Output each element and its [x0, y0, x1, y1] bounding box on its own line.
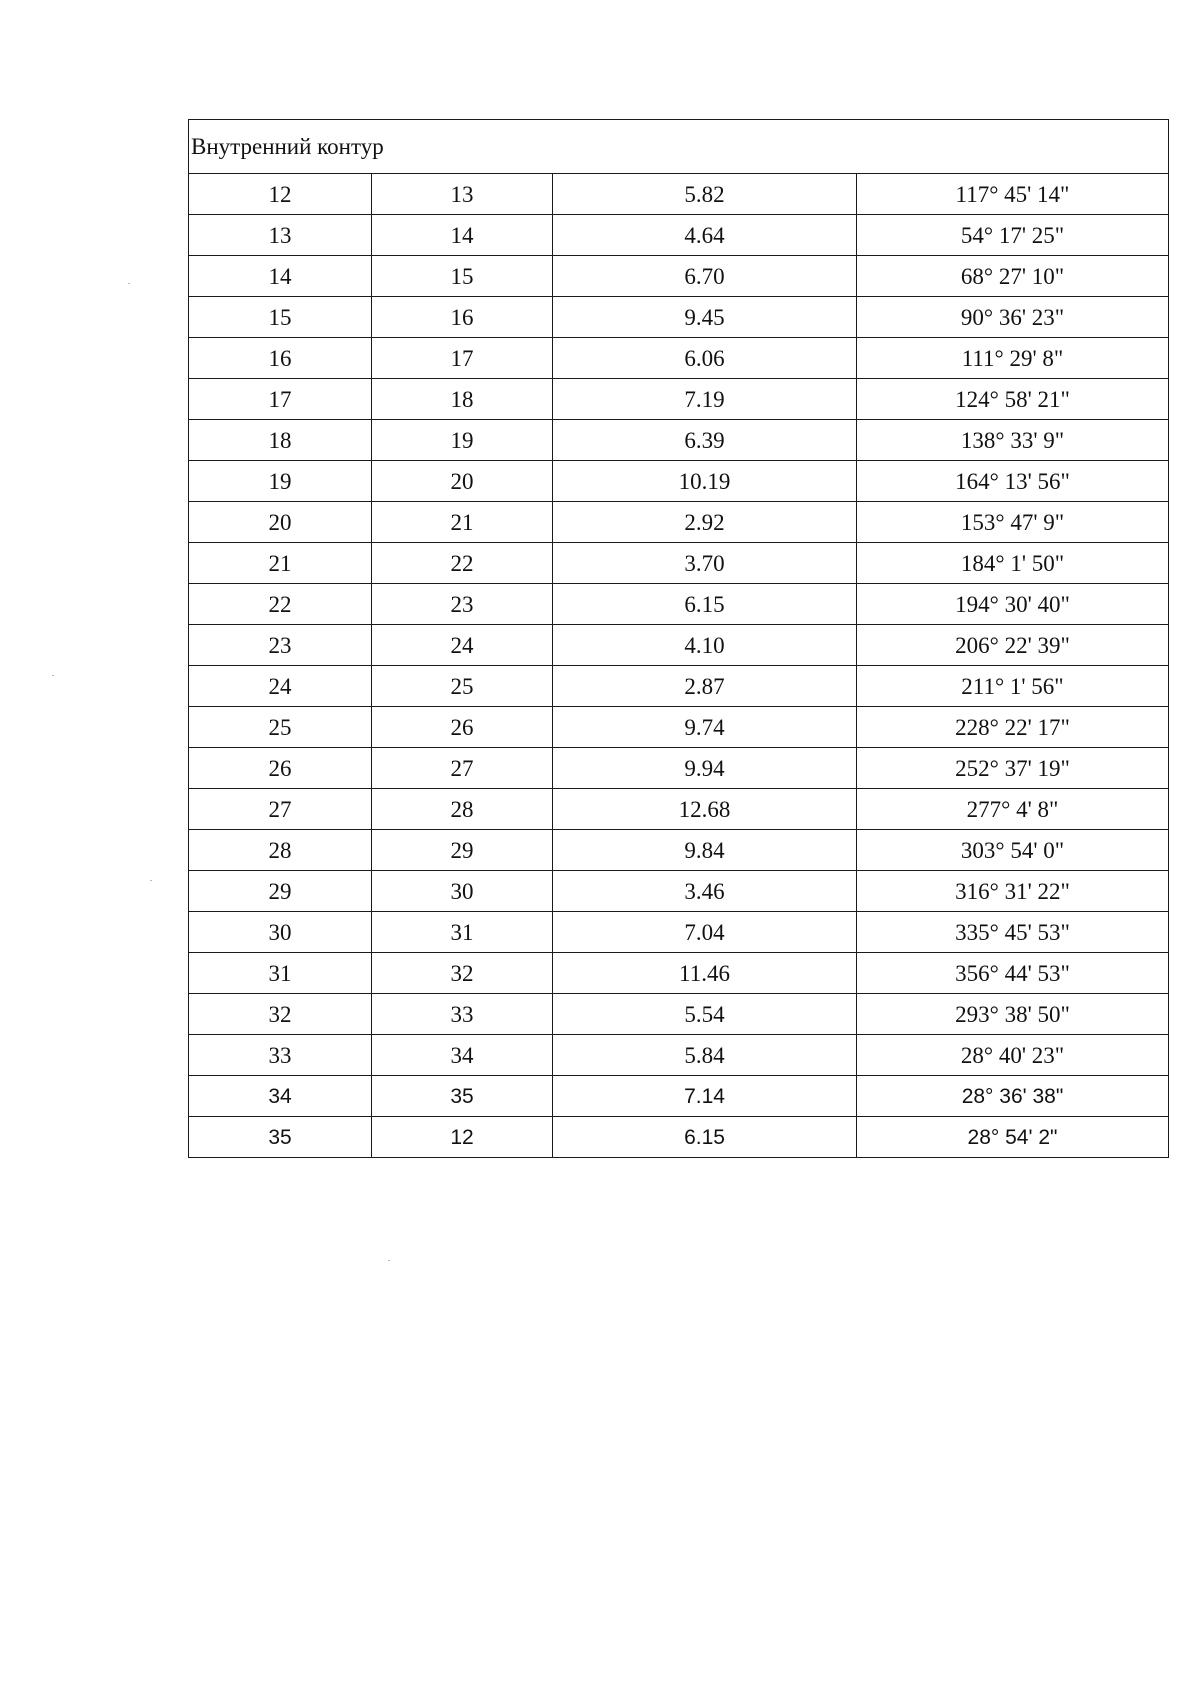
length-cell: 7.19 [553, 379, 857, 420]
angle-cell: 90° 36' 23" [857, 297, 1169, 338]
table-row [189, 953, 1169, 994]
point-to-cell: 25 [372, 666, 553, 707]
length-cell: 2.87 [553, 666, 857, 707]
point-from-cell: 23 [189, 625, 372, 666]
point-from-cell: 20 [189, 502, 372, 543]
point-to-cell: 17 [372, 338, 553, 379]
table-title: Внутренний контур [189, 120, 1169, 174]
table-row [189, 871, 1169, 912]
point-from-cell: 14 [189, 256, 372, 297]
length-cell: 5.82 [553, 174, 857, 215]
angle-cell: 117° 45' 14" [857, 174, 1169, 215]
angle-cell: 28° 54' 2" [857, 1117, 1169, 1158]
length-cell: 3.70 [553, 543, 857, 584]
point-from-cell: 35 [189, 1117, 372, 1158]
angle-cell: 293° 38' 50" [857, 994, 1169, 1035]
table-row [189, 174, 1169, 215]
table-row [189, 666, 1169, 707]
angle-cell: 54° 17' 25" [857, 215, 1169, 256]
point-to-cell: 21 [372, 502, 553, 543]
point-to-cell: 24 [372, 625, 553, 666]
scan-speck [52, 675, 54, 676]
table-row [189, 502, 1169, 543]
table-row [189, 379, 1169, 420]
table-row [189, 420, 1169, 461]
length-cell: 9.74 [553, 707, 857, 748]
table-row [189, 830, 1169, 871]
table-row [189, 461, 1169, 502]
table-row [189, 748, 1169, 789]
point-to-cell: 14 [372, 215, 553, 256]
length-cell: 4.64 [553, 215, 857, 256]
point-to-cell: 29 [372, 830, 553, 871]
point-to-cell: 12 [372, 1117, 553, 1158]
table-row [189, 625, 1169, 666]
point-from-cell: 27 [189, 789, 372, 830]
point-to-cell: 16 [372, 297, 553, 338]
point-from-cell: 15 [189, 297, 372, 338]
point-from-cell: 16 [189, 338, 372, 379]
point-to-cell: 28 [372, 789, 553, 830]
length-cell: 6.70 [553, 256, 857, 297]
length-cell: 12.68 [553, 789, 857, 830]
table-row [189, 1035, 1169, 1076]
point-to-cell: 23 [372, 584, 553, 625]
length-cell: 6.15 [553, 1117, 857, 1158]
table-row [189, 338, 1169, 379]
angle-cell: 211° 1' 56" [857, 666, 1169, 707]
point-to-cell: 33 [372, 994, 553, 1035]
point-from-cell: 34 [189, 1076, 372, 1117]
length-cell: 2.92 [553, 502, 857, 543]
point-from-cell: 25 [189, 707, 372, 748]
point-from-cell: 30 [189, 912, 372, 953]
length-cell: 9.84 [553, 830, 857, 871]
point-to-cell: 34 [372, 1035, 553, 1076]
point-to-cell: 19 [372, 420, 553, 461]
point-to-cell: 26 [372, 707, 553, 748]
point-to-cell: 30 [372, 871, 553, 912]
table-title-row [189, 120, 1169, 174]
length-cell: 9.94 [553, 748, 857, 789]
angle-cell: 153° 47' 9" [857, 502, 1169, 543]
table-row [189, 1117, 1169, 1158]
table-row [189, 789, 1169, 830]
table-row [189, 215, 1169, 256]
point-from-cell: 29 [189, 871, 372, 912]
angle-cell: 277° 4' 8" [857, 789, 1169, 830]
angle-cell: 124° 58' 21" [857, 379, 1169, 420]
point-from-cell: 17 [189, 379, 372, 420]
angle-cell: 335° 45' 53" [857, 912, 1169, 953]
length-cell: 11.46 [553, 953, 857, 994]
angle-cell: 28° 40' 23" [857, 1035, 1169, 1076]
contour-table [188, 119, 1169, 1158]
point-from-cell: 12 [189, 174, 372, 215]
point-to-cell: 15 [372, 256, 553, 297]
angle-cell: 303° 54' 0" [857, 830, 1169, 871]
table-row [189, 297, 1169, 338]
angle-cell: 138° 33' 9" [857, 420, 1169, 461]
angle-cell: 68° 27' 10" [857, 256, 1169, 297]
length-cell: 5.84 [553, 1035, 857, 1076]
length-cell: 9.45 [553, 297, 857, 338]
angle-cell: 184° 1' 50" [857, 543, 1169, 584]
point-from-cell: 21 [189, 543, 372, 584]
length-cell: 10.19 [553, 461, 857, 502]
point-from-cell: 32 [189, 994, 372, 1035]
point-from-cell: 19 [189, 461, 372, 502]
point-to-cell: 27 [372, 748, 553, 789]
point-to-cell: 18 [372, 379, 553, 420]
table-row [189, 912, 1169, 953]
point-from-cell: 31 [189, 953, 372, 994]
angle-cell: 356° 44' 53" [857, 953, 1169, 994]
length-cell: 7.14 [553, 1076, 857, 1117]
table-row [189, 994, 1169, 1035]
angle-cell: 111° 29' 8" [857, 338, 1169, 379]
length-cell: 4.10 [553, 625, 857, 666]
scan-speck [128, 283, 130, 284]
point-to-cell: 22 [372, 543, 553, 584]
length-cell: 3.46 [553, 871, 857, 912]
scan-speck [388, 1260, 390, 1261]
point-to-cell: 13 [372, 174, 553, 215]
table-row [189, 584, 1169, 625]
point-from-cell: 33 [189, 1035, 372, 1076]
length-cell: 6.39 [553, 420, 857, 461]
table-row [189, 256, 1169, 297]
point-to-cell: 31 [372, 912, 553, 953]
table-row [189, 543, 1169, 584]
angle-cell: 164° 13' 56" [857, 461, 1169, 502]
point-from-cell: 24 [189, 666, 372, 707]
angle-cell: 194° 30' 40" [857, 584, 1169, 625]
point-from-cell: 13 [189, 215, 372, 256]
length-cell: 5.54 [553, 994, 857, 1035]
scan-speck [150, 880, 152, 881]
point-to-cell: 20 [372, 461, 553, 502]
contour-table-body [189, 120, 1169, 1158]
angle-cell: 316° 31' 22" [857, 871, 1169, 912]
angle-cell: 252° 37' 19" [857, 748, 1169, 789]
length-cell: 6.06 [553, 338, 857, 379]
point-from-cell: 22 [189, 584, 372, 625]
point-to-cell: 35 [372, 1076, 553, 1117]
angle-cell: 28° 36' 38" [857, 1076, 1169, 1117]
angle-cell: 206° 22' 39" [857, 625, 1169, 666]
length-cell: 6.15 [553, 584, 857, 625]
point-to-cell: 32 [372, 953, 553, 994]
point-from-cell: 18 [189, 420, 372, 461]
point-from-cell: 26 [189, 748, 372, 789]
table-row [189, 707, 1169, 748]
length-cell: 7.04 [553, 912, 857, 953]
point-from-cell: 28 [189, 830, 372, 871]
angle-cell: 228° 22' 17" [857, 707, 1169, 748]
table-row [189, 1076, 1169, 1117]
